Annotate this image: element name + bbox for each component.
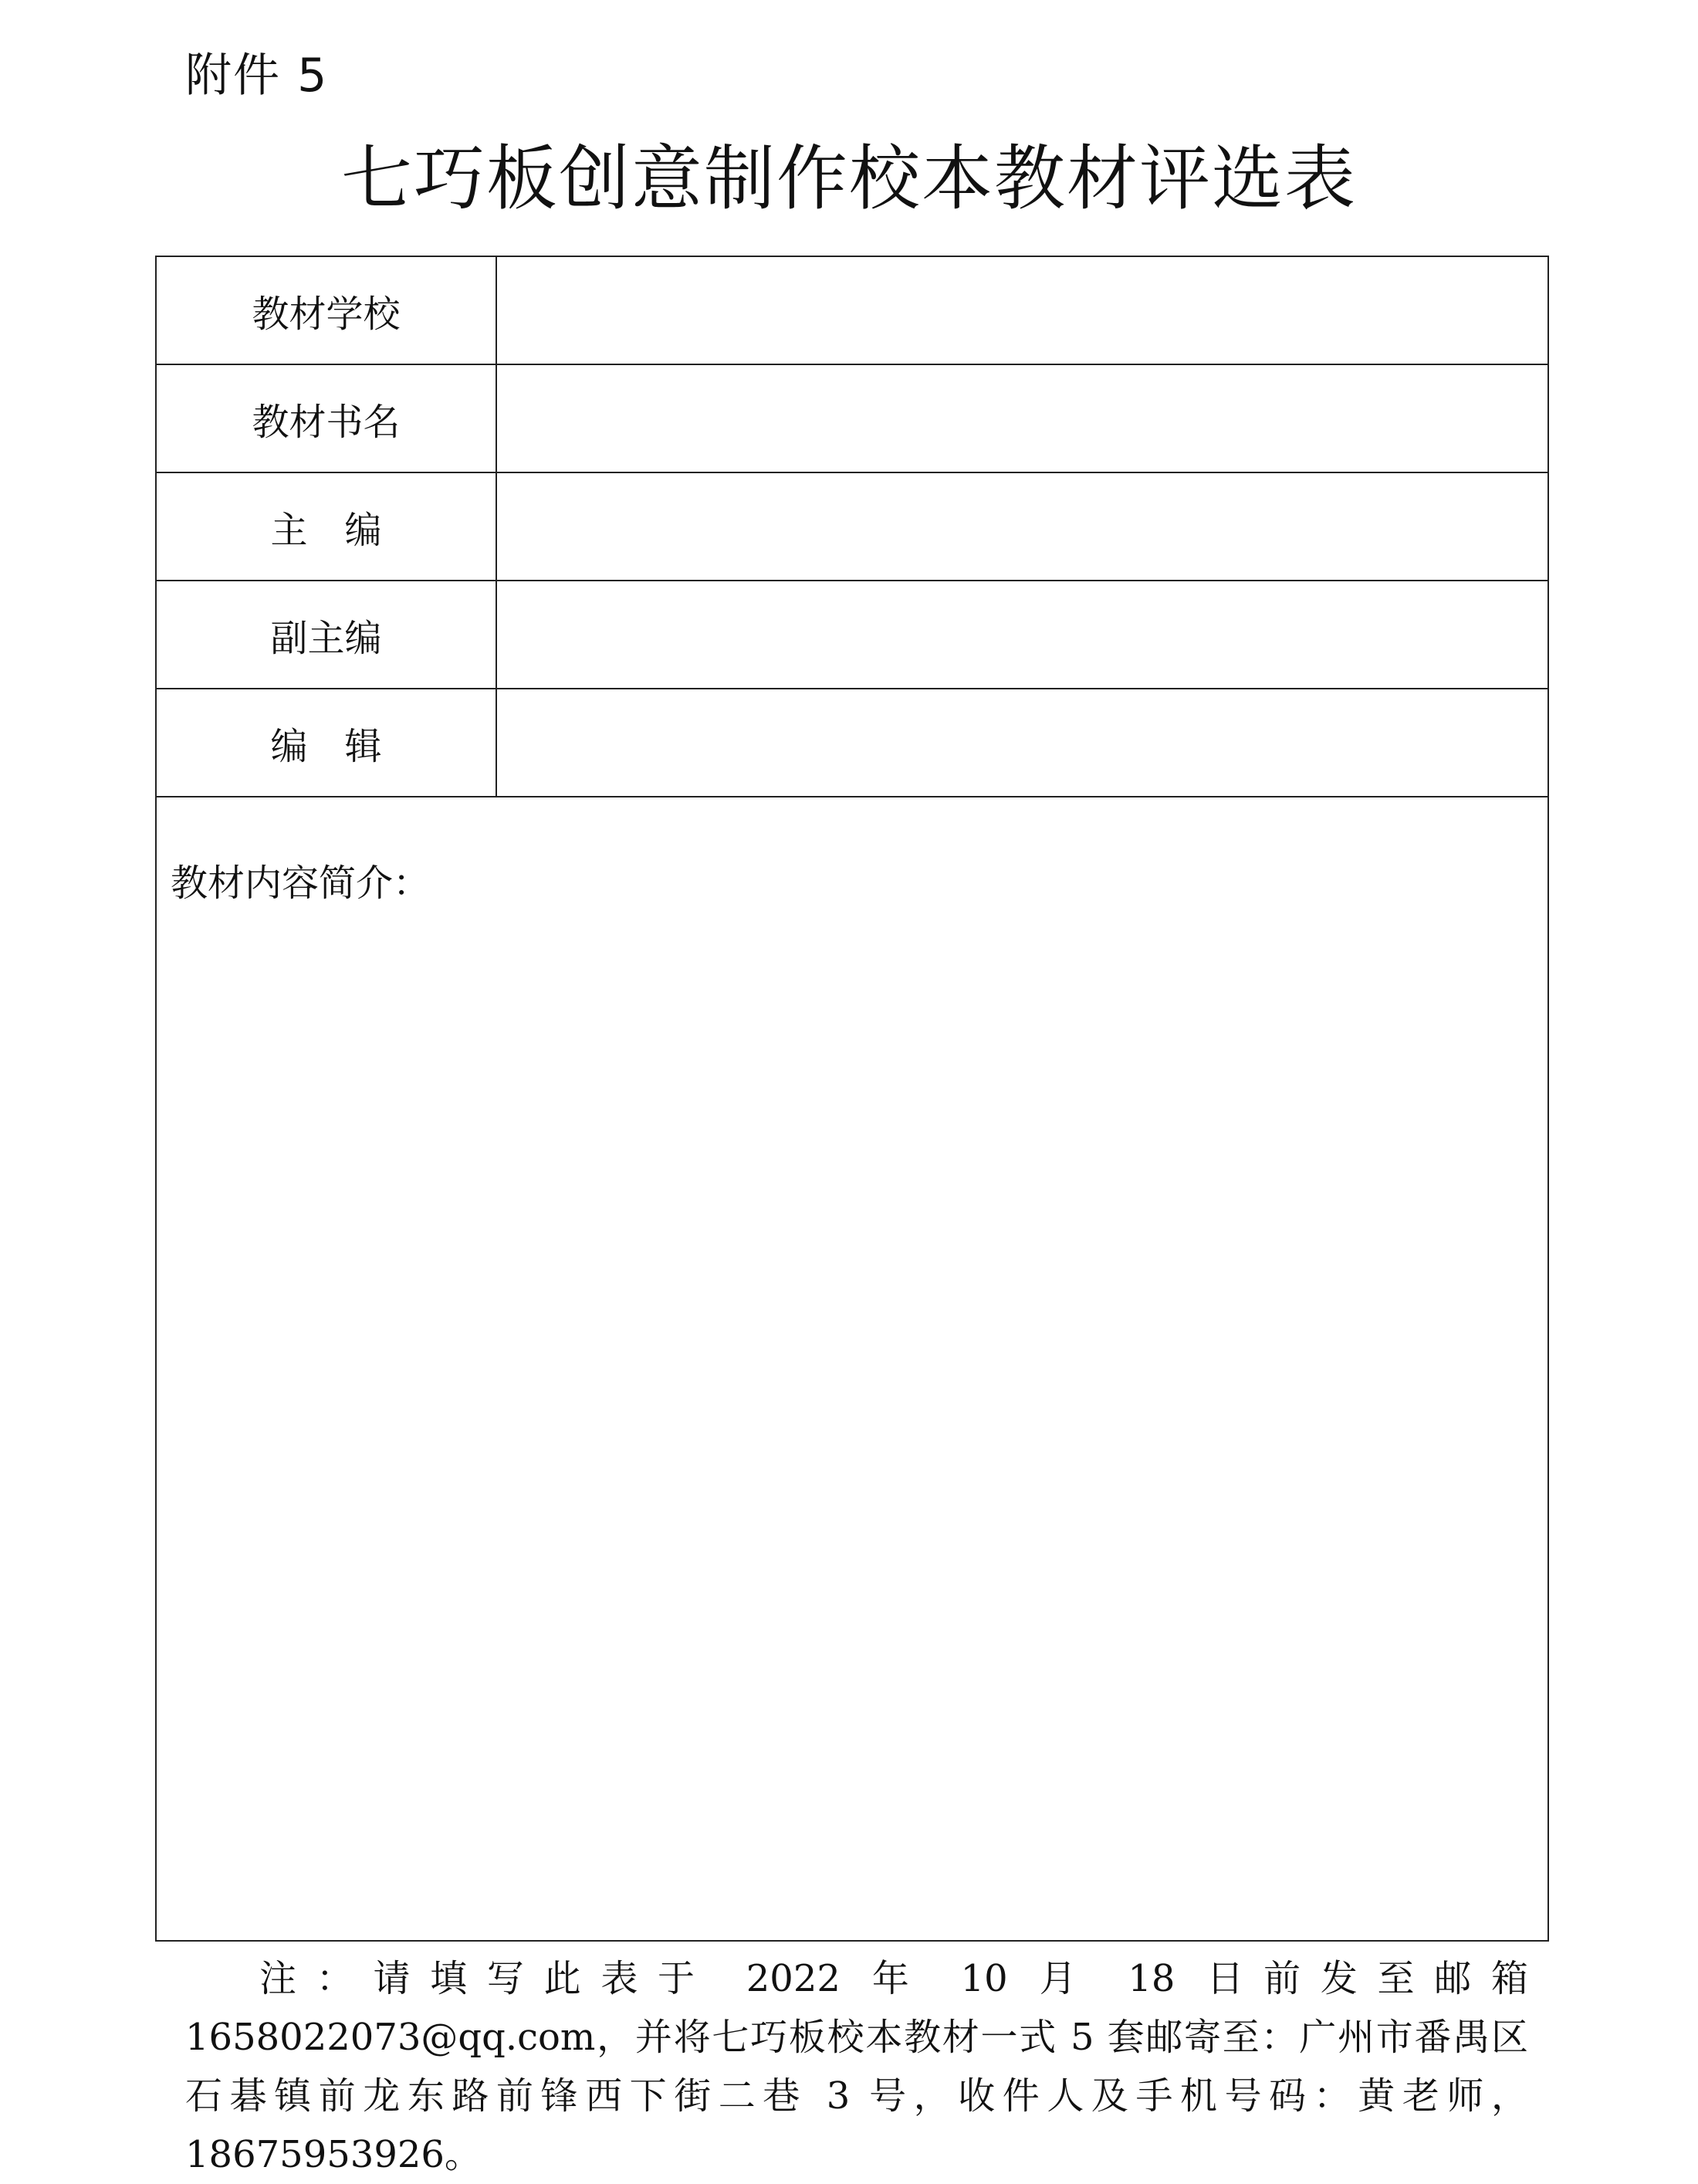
- editor-label: 编 辑: [156, 689, 496, 797]
- school-field[interactable]: [496, 256, 1548, 364]
- book-title-field[interactable]: [496, 364, 1548, 472]
- form-row-chief-editor: [156, 472, 1548, 581]
- page-title: 七巧板创意制作校本教材评选表: [340, 137, 1357, 220]
- form-row-book-title: [156, 364, 1548, 472]
- deputy-editor-label: 副主编: [156, 581, 496, 689]
- form-row-school: [156, 256, 1548, 364]
- form-row-deputy-editor: [156, 581, 1548, 689]
- editor-field[interactable]: [496, 689, 1548, 797]
- evaluation-form-table: [155, 256, 1549, 1942]
- deputy-editor-field[interactable]: [496, 581, 1548, 689]
- attachment-label: 附件 5: [185, 49, 329, 103]
- form-row-summary: [156, 797, 1548, 1941]
- book-title-label: 教材书名: [156, 364, 496, 472]
- chief-editor-label: 主 编: [156, 472, 496, 581]
- school-label: 教材学校: [156, 256, 496, 364]
- summary-label: 教材内容简介：: [171, 862, 431, 905]
- summary-field[interactable]: [156, 797, 1548, 1941]
- form-row-editor: [156, 689, 1548, 797]
- chief-editor-field[interactable]: [496, 472, 1548, 581]
- submission-note: 注：请填写此表于 2022 年 10 月 18 日前发至邮箱 1658022073@qq.com，并将七巧板校本教材一式 5 套邮寄至：广州市番禺区石碁镇前龙东路前锋西下街二巷 3 号，收件人及手机号码：黄老师，18675953926。: [185, 1957, 1528, 2176]
